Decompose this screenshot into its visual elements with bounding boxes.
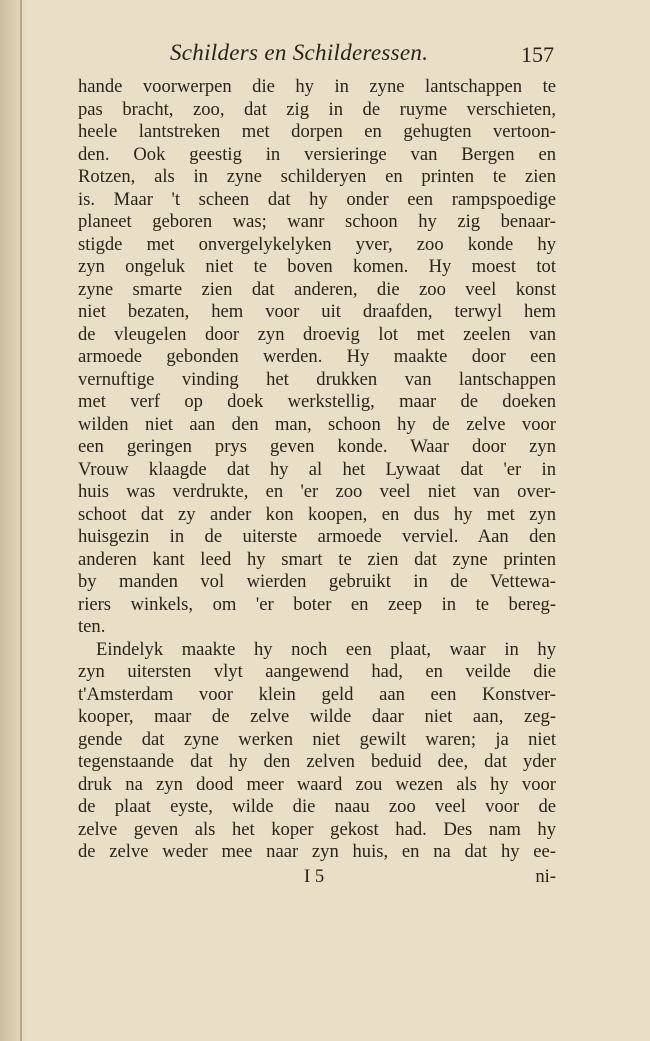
text-line: Eindelyk maakte hy noch een plaat, waar in hy xyxy=(96,638,556,660)
text-line: den. Ook geestig in versieringe van Bergen en xyxy=(78,143,556,165)
text-line: schoot dat zy ander kon koopen, en dus hy met zyn xyxy=(78,503,556,525)
text-line: t'Amsterdam voor klein geld aan een Konstver- xyxy=(78,683,556,705)
catchword: ni- xyxy=(535,865,556,887)
text-line: heele lantstreken met dorpen en gehugten vertoon- xyxy=(78,121,556,142)
text-line: armoede gebonden werden. Hy maakte door een xyxy=(78,346,556,367)
text-line: zyne smarte zien dat anderen, die zoo veel konst xyxy=(78,278,556,300)
text-line: anderen kant leed hy smart te zien dat zyne printen xyxy=(78,548,556,570)
text-line: zyn ongeluk niet te boven komen. Hy moest tot xyxy=(78,256,556,277)
signature-mark: I 5 xyxy=(304,865,325,887)
text-line: niet bezaten, hem voor uit draafden, terwyl hem xyxy=(78,301,556,322)
book-page xyxy=(78,36,556,936)
running-title: Schilders en Schilderessen. xyxy=(170,40,429,65)
text-line: planeet geboren was; wanr schoon hy zig benaar- xyxy=(78,211,556,232)
binding-line xyxy=(20,0,22,1041)
text-line: een geringen prys geven konde. Waar door zyn xyxy=(78,436,556,457)
text-line: ten. xyxy=(78,616,106,637)
binding-gutter xyxy=(0,0,26,1041)
text-line: huisgezin in de uiterste armoede verviel. Aan den xyxy=(78,526,556,547)
text-line: de vleugelen door zyn droevig lot met zeelen van xyxy=(78,323,556,345)
text-line: zelve geven als het koper gekost had. Des nam hy xyxy=(78,818,556,840)
page-number: 157 xyxy=(521,42,554,67)
text-line: met verf op doek werkstellig, maar de doeken xyxy=(78,391,556,412)
text-line: by manden vol wierden gebruikt in de Vettewa- xyxy=(78,571,556,592)
text-line: pas bracht, zoo, dat zig in de ruyme verschieten, xyxy=(78,98,556,120)
text-line: riers winkels, om 'er boter en zeep in te bereg- xyxy=(78,593,556,615)
text-line: wilden niet aan den man, schoon hy de zelve voor xyxy=(78,413,556,435)
text-line: de zelve weder mee naar zyn huis, en na dat hy ee- xyxy=(78,841,556,862)
text-line: gende dat zyne werken niet gewilt waren; ja niet xyxy=(78,728,556,750)
text-line: huis was verdrukte, en 'er zoo veel niet van over- xyxy=(78,481,556,502)
text-line: hande voorwerpen die hy in zyne lantschappen te xyxy=(78,76,556,97)
body-text xyxy=(78,76,556,864)
page-footer xyxy=(78,866,556,892)
text-line: de plaat eyste, wilde die naau zoo veel voor de xyxy=(78,796,556,817)
text-line: Rotzen, als in zyne schilderyen en printen te zien xyxy=(78,166,556,187)
text-line: kooper, maar de zelve wilde daar niet aan, zeg- xyxy=(78,706,556,727)
text-line: Vrouw klaagde dat hy al het Lywaat dat 'er in xyxy=(78,458,556,480)
page-header xyxy=(78,36,556,76)
text-line: is. Maar 't scheen dat hy onder een rampspoedige xyxy=(78,188,556,210)
text-line: vernuftige vinding het drukken van lantschappen xyxy=(78,368,556,390)
text-line: druk na zyn dood meer waard zou wezen als hy voor xyxy=(78,773,556,795)
text-line: stigde met onvergelykelyken yver, zoo konde hy xyxy=(78,233,556,255)
text-line: tegenstaande dat hy den zelven beduid dee, dat yder xyxy=(78,751,556,772)
text-line: zyn uitersten vlyt aangewend had, en veilde die xyxy=(78,661,556,682)
